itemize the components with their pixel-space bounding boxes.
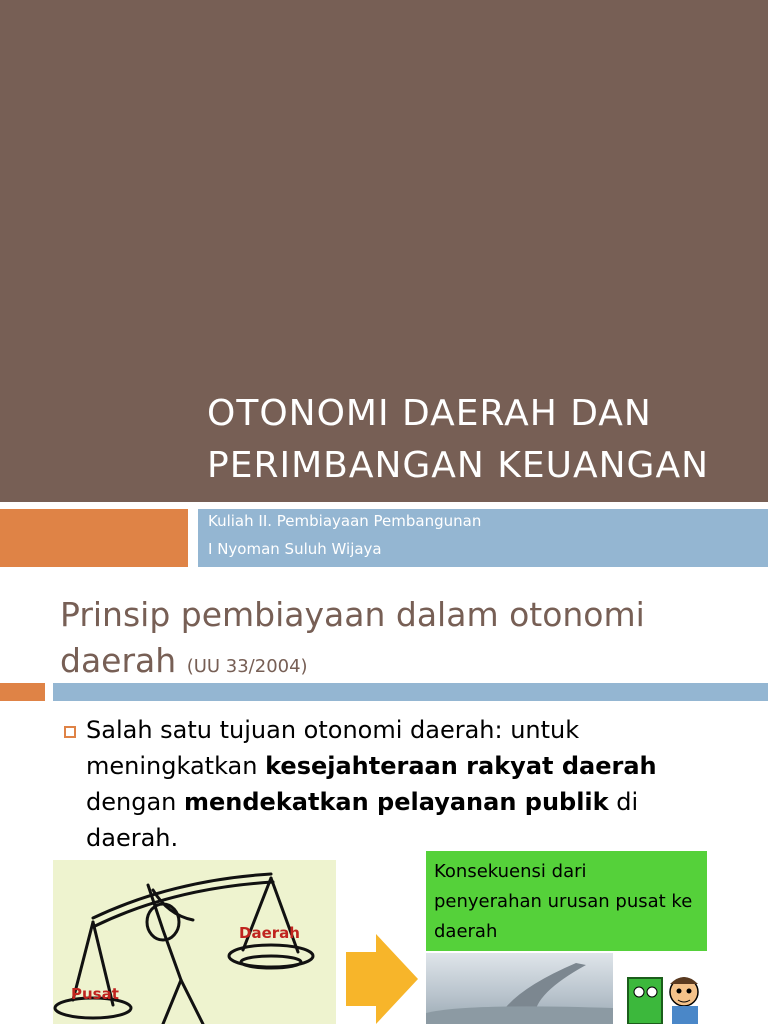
slide1-subtitle-course: Kuliah II. Pembiayaan Pembangunan (208, 512, 482, 530)
bullet-square-icon (64, 726, 76, 738)
bullet-text-bold1: kesejahteraan rakyat daerah (265, 752, 657, 780)
bullet-text (86, 712, 726, 856)
bullet-text-bold2: mendekatkan pelayanan publik (184, 788, 609, 816)
orange-accent-block (0, 509, 188, 567)
slide1-subtitle-author: I Nyoman Suluh Wijaya (208, 540, 382, 558)
bullet-text-part2: dengan (86, 788, 184, 816)
balance-scale-illustration (53, 860, 336, 1024)
scale-label-pusat: Pusat (71, 985, 119, 1003)
slide2-title-line1: Prinsip pembiayaan dalam otonomi (60, 595, 645, 634)
right-arrow-icon (346, 934, 418, 1024)
bullet-text-part3: di daerah. (86, 788, 639, 852)
blue-divider-bar (53, 683, 768, 701)
slide2-title (60, 592, 750, 690)
slide2-title-reference: (UU 33/2004) (186, 656, 308, 677)
road-photo-graphic (426, 953, 613, 1024)
bullet-text-part1: Salah satu tujuan otonomi daerah: untuk meningkatkan (86, 716, 580, 780)
slide2-title-line2: daerah (60, 641, 177, 680)
slide1-title-line2: PERIMBANGAN KEUANGAN (207, 445, 710, 486)
scale-label-daerah: Daerah (239, 924, 300, 942)
orange-divider-bar (0, 683, 45, 701)
consequence-text: Konsekuensi dari penyerahan urusan pusat ke daerah (434, 861, 693, 942)
road-photo (426, 953, 613, 1024)
slide1-title-line1: OTONOMI DAERAH DAN (207, 393, 652, 434)
cartoon-characters-icon (626, 970, 706, 1024)
